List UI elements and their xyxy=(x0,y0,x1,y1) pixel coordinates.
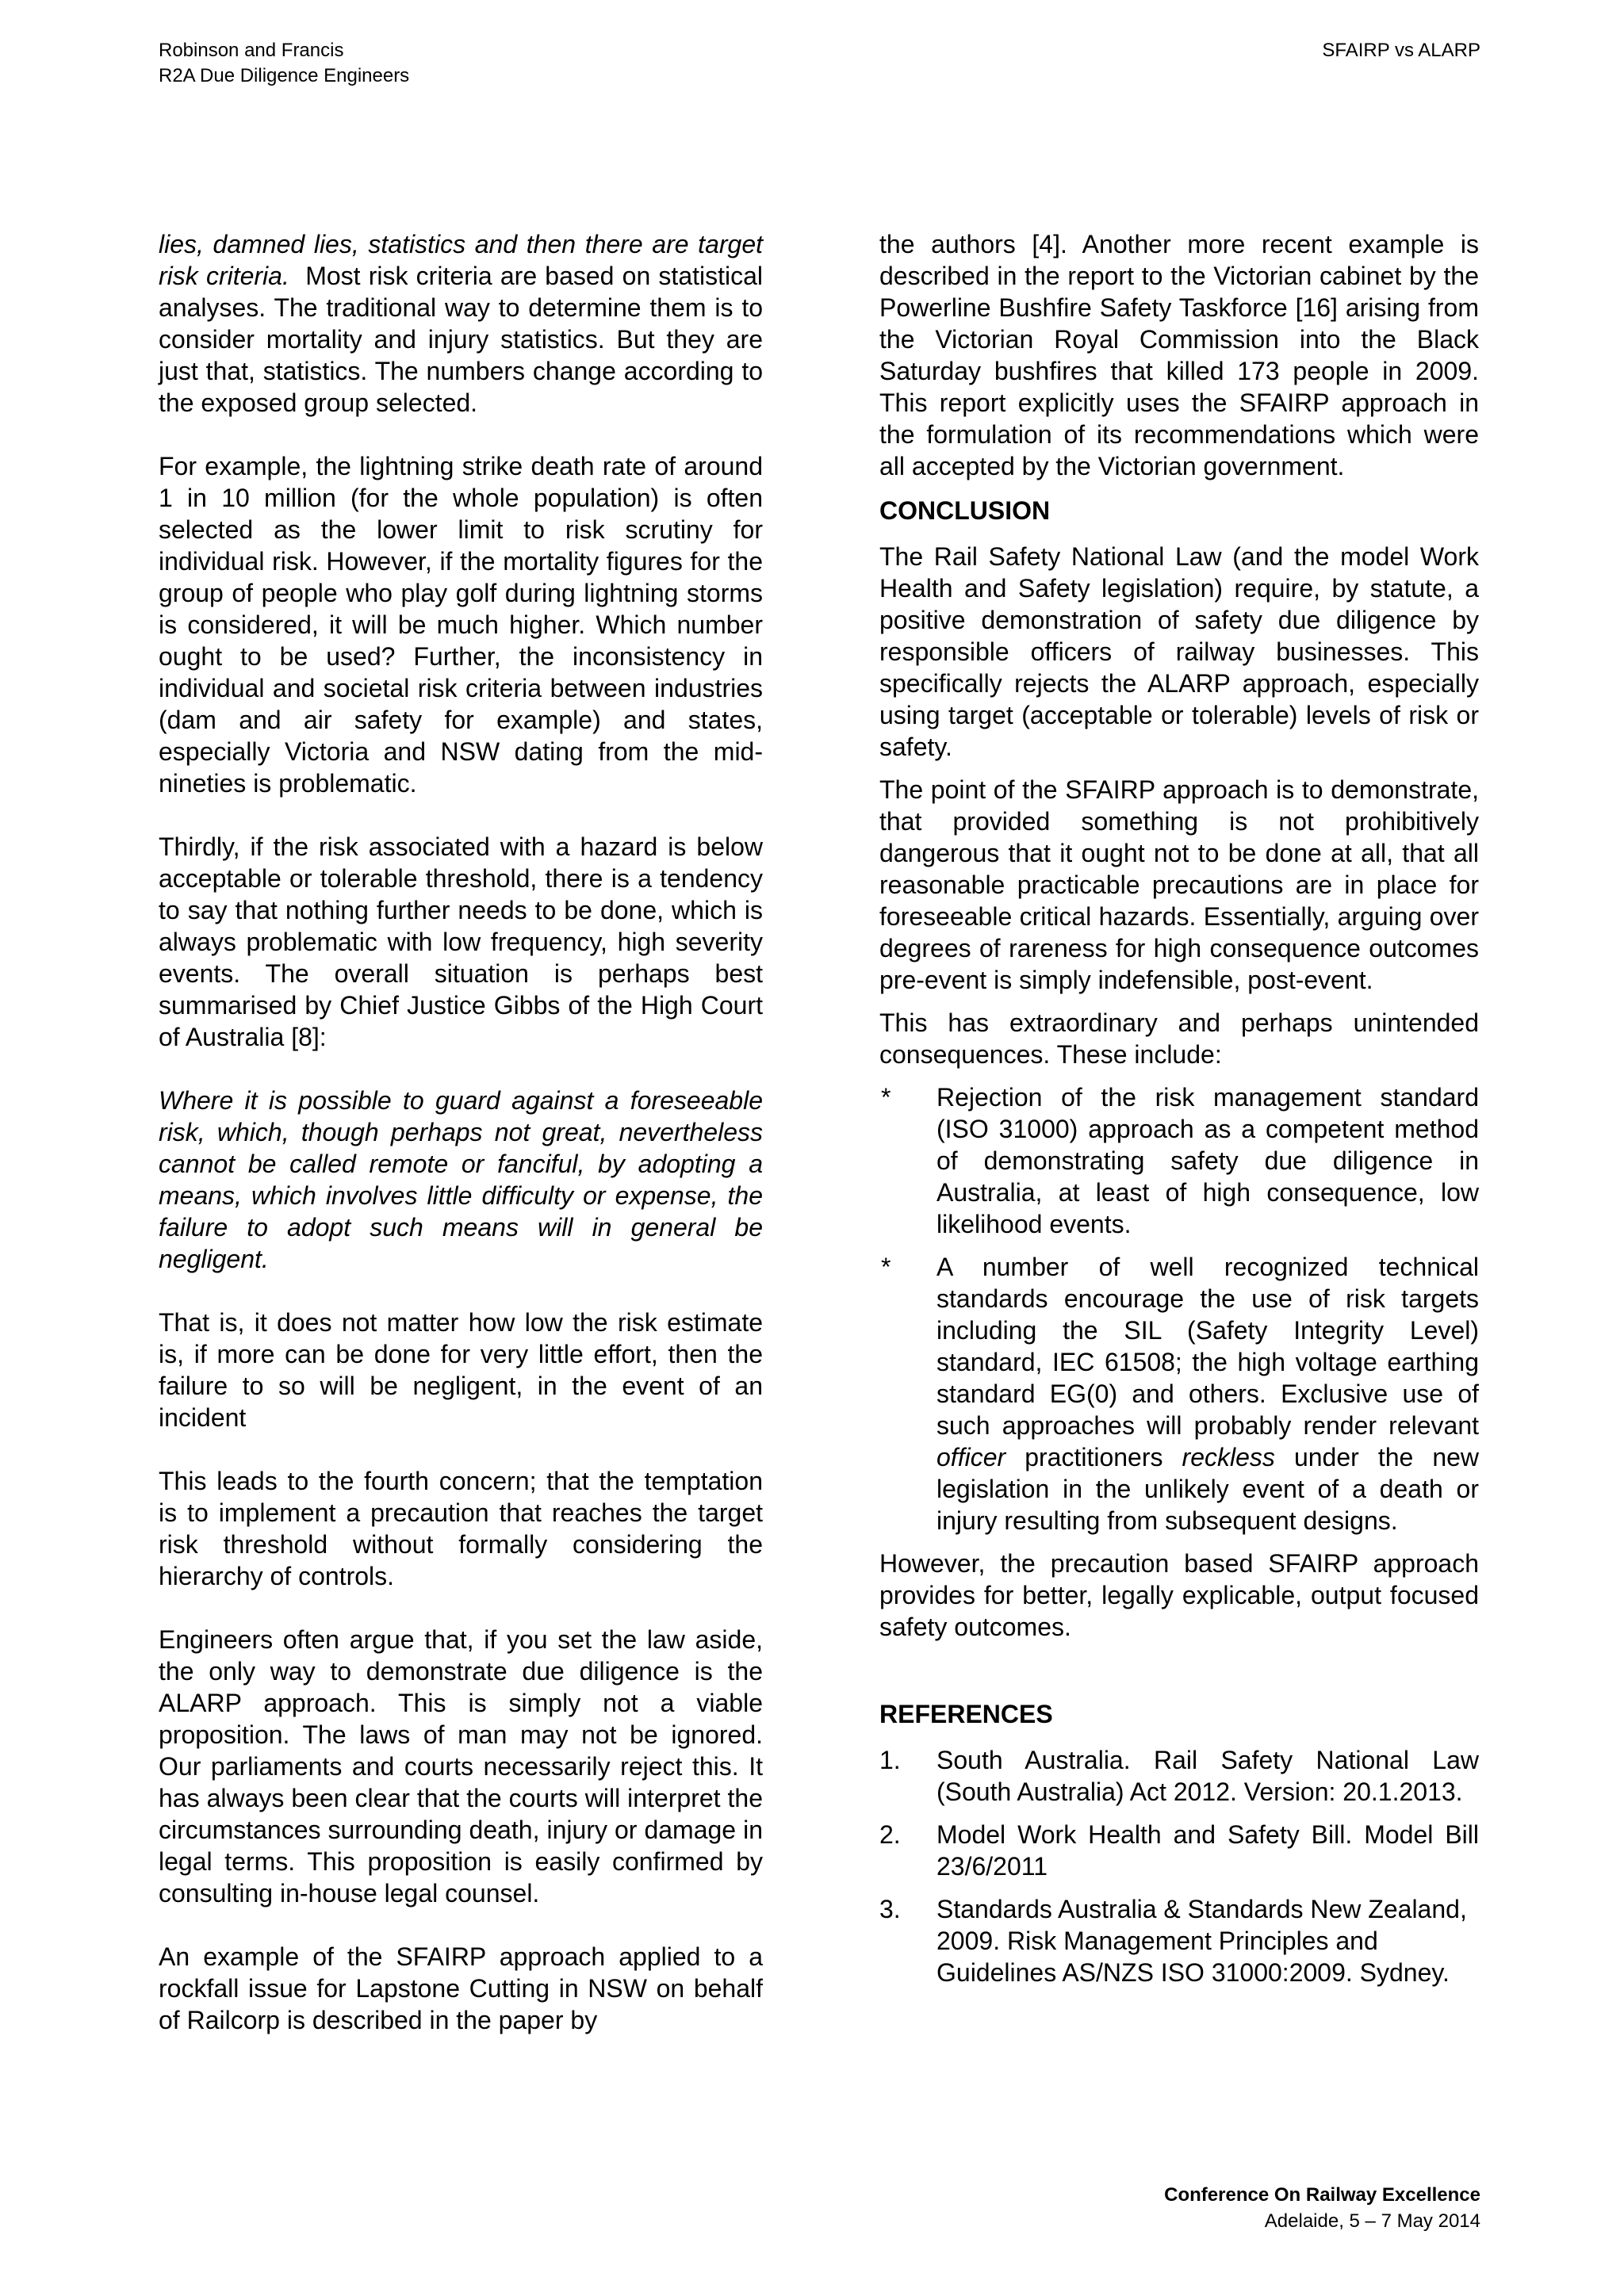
bullet-text: under the new legislation in the unlikely event of a death or injury resulting from subsequent designs. xyxy=(936,1443,1480,1535)
reference-text: Model Work Health and Safety Bill. Model Bill 23/6/2011 xyxy=(936,1820,1479,1881)
paragraph-lightning-example: For example, the lightning strike death rate of around 1 in 10 million (for the whole population) is often selected as the lower limit to risk scrutiny for individual risk. However, if the mortality figures for the group of people who play golf during lightning storms is considered, it will be much higher. Which number ought to be used? Further, the inconsistency in individual and societal risk criteria between industries (dam and air safety for example) and states, especially Victoria and NSW dating from the mid-nineties is problematic. xyxy=(159,452,763,798)
reference-item xyxy=(879,1744,1479,1808)
right-column xyxy=(879,228,1479,1999)
paragraph-target-risk xyxy=(159,228,763,419)
paragraph-fourth-concern: This leads to the fourth concern; that the temptation is to implement a precaution that reaches the target risk threshold without formally considering the hierarchy of controls. xyxy=(159,1467,763,1590)
reference-number: 3. xyxy=(879,1895,901,1923)
bullet-item xyxy=(879,1081,1479,1240)
reference-item xyxy=(879,1893,1479,1988)
paragraph-thirdly: Thirdly, if the risk associated with a hazard is below acceptable or tolerable threshold, there is a tendency to say that nothing further needs to be done, which is always problematic with low frequency, high severity events. The overall situation is perhaps best summarised by Chief Justice Gibbs of the High Court of Australia [8]: xyxy=(159,832,763,1051)
header-title: SFAIRP vs ALARP xyxy=(1322,40,1480,61)
bullet-text: practitioners xyxy=(1025,1443,1163,1471)
italic-word: officer xyxy=(936,1443,1006,1471)
reference-text: South Australia. Rail Safety National Law (South Australia) Act 2012. Version: 20.1.2013. xyxy=(936,1746,1479,1806)
header-authors: Robinson and Francis xyxy=(159,40,344,61)
page-header-left xyxy=(159,38,409,89)
paragraph-authors-example: the authors [4]. Another more recent example is described in the report to the Victorian cabinet by the Powerline Bushfire Safety Taskforce [16] arising from the Victorian Royal Commission into the Black Saturday bushfires that killed 173 people in 2009. This report explicitly uses the SFAIRP approach in the formulation of its recommendations which were all accepted by the Victorian government. xyxy=(879,230,1479,480)
page-footer xyxy=(1164,2182,1480,2234)
bullet-item xyxy=(879,1251,1479,1536)
reference-number: 1. xyxy=(879,1746,901,1774)
paragraph-text: Most risk criteria are based on statistical analyses. The traditional way to determine them is to consider mortality and injury statistics. But they are just that, statistics. The numbers change according to the exposed group selected. xyxy=(159,262,764,417)
italic-phrase: lies, damned lies, statistics and then there are target risk criteria. xyxy=(159,230,763,290)
paragraph-conclusion-1: The Rail Safety National Law (and the model Work Health and Safety legislation) require, by statute, a positive demonstration of safety due diligence by responsible officers of railway businesses. This specifically rejects the ALARP approach, especially using target (acceptable or tolerable) levels of risk or safety. xyxy=(879,542,1479,761)
bullet-marker: * xyxy=(881,1083,891,1112)
paragraph-engineers: Engineers often argue that, if you set the law aside, the only way to demonstrate due diligence is the ALARP approach. This is simply not a viable proposition. The laws of man may not be ignored. Our parliaments and courts necessarily reject this. It has always been clear that the courts will interpret the circumstances surrounding death, injury or damage in legal terms. This proposition is easily confirmed by consulting in-house legal counsel. xyxy=(159,1625,763,1908)
paragraph-conclusion-2: The point of the SFAIRP approach is to demonstrate, that provided something is not prohibitively dangerous that it ought not to be done at all, that all reasonable practicable precautions are in place for foreseeable critical hazards. Essentially, arguing over degrees of rareness for high consequence outcomes pre-event is simply indefensible, post-event. xyxy=(879,775,1479,994)
references-heading: REFERENCES xyxy=(879,1700,1053,1728)
footer-location-date: Adelaide, 5 – 7 May 2014 xyxy=(1264,2210,1480,2232)
court-quote: Where it is possible to guard against a foreseeable risk, which, though perhaps not great, nevertheless cannot be called remote or fanciful, by adopting a means, which involves little difficulty or expense, the failure to adopt such means will in general be negligent. xyxy=(159,1086,763,1273)
bullet-marker: * xyxy=(881,1253,891,1281)
paragraph-sfairp-example: An example of the SFAIRP approach applied to a rockfall issue for Lapstone Cutting in NSW on behalf of Railcorp is described in the paper by xyxy=(159,1942,763,2034)
paragraph-conclusion-4: However, the precaution based SFAIRP approach provides for better, legally explicable, output focused safety outcomes. xyxy=(879,1549,1479,1641)
paragraph-that-is: That is, it does not matter how low the risk estimate is, if more can be done for very little effort, then the failure to so will be negligent, in the event of an incident xyxy=(159,1308,763,1432)
reference-item xyxy=(879,1819,1479,1882)
left-column xyxy=(159,228,763,2036)
footer-conference: Conference On Railway Excellence xyxy=(1164,2184,1480,2206)
conclusion-heading: CONCLUSION xyxy=(879,496,1051,525)
paragraph-conclusion-3: This has extraordinary and perhaps unintended consequences. These include: xyxy=(879,1008,1479,1069)
reference-number: 2. xyxy=(879,1820,901,1849)
reference-text: Standards Australia & Standards New Zealand, 2009. Risk Management Principles and Guidelines AS/NZS ISO 31000:2009. Sydney. xyxy=(936,1895,1467,1987)
header-company: R2A Due Diligence Engineers xyxy=(159,65,410,86)
bullet-text: Rejection of the risk management standard (ISO 31000) approach as a competent method of demonstrating safety due diligence in Australia, at least of high consequence, low likelihood events. xyxy=(936,1083,1479,1238)
bullet-text: A number of well recognized technical standards encourage the use of risk targets including the SIL (Safety Integrity Level) standard, IEC 61508; the high voltage earthing standard EG(0) and others. Exclusive use of such approaches will probably render relevant xyxy=(936,1253,1479,1440)
italic-word: reckless xyxy=(1182,1443,1275,1471)
